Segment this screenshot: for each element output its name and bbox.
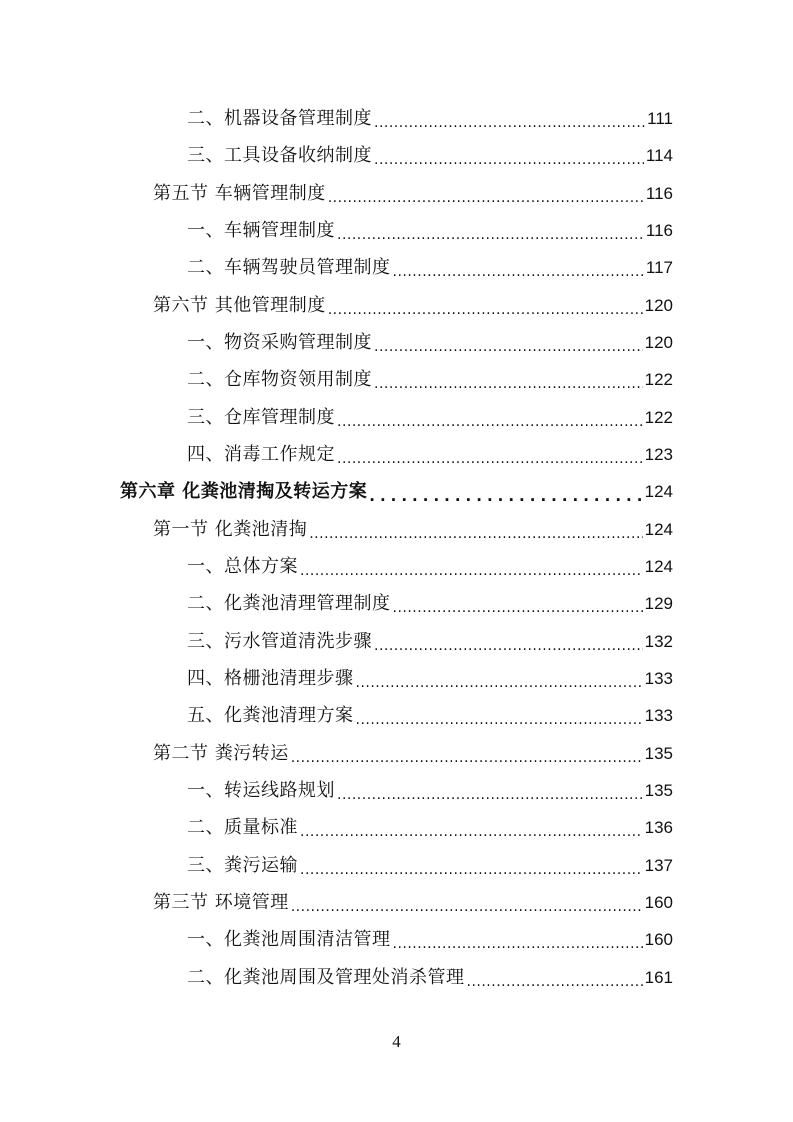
toc-entry-title: 一、车辆管理制度 [187,220,335,241]
toc-entry[interactable] [187,627,673,657]
toc-entry-title: 五、化粪池清理方案 [187,705,354,726]
dot-leader [374,336,643,358]
toc-entry-page: 133 [644,706,673,725]
toc-entry[interactable] [153,291,673,321]
dot-leader [300,560,643,582]
toc-entry[interactable] [153,179,673,209]
toc-entry-title: 二、车辆驾驶员管理制度 [187,257,391,278]
toc-entry-title: 三、仓库管理制度 [187,407,335,428]
dot-leader [374,112,645,134]
toc-entry[interactable] [187,813,673,843]
toc-entry-title: 第三节 环境管理 [153,892,289,913]
toc-entry[interactable] [187,925,673,955]
toc-entry[interactable] [187,776,673,806]
toc-entry-title: 四、格栅池清理步骤 [187,668,354,689]
toc-entry[interactable] [187,552,673,582]
toc-entry-page: 137 [644,856,673,875]
toc-entry-page: 123 [644,445,673,464]
dot-leader [337,448,643,470]
toc-entry[interactable] [187,963,673,993]
toc-entry-page: 116 [645,184,673,203]
toc-entry[interactable] [153,739,673,769]
toc-entry-title: 二、机器设备管理制度 [187,108,372,129]
toc-entry-page: 122 [644,408,673,427]
dot-leader [374,635,643,657]
toc-entry-title: 第二节 粪污转运 [153,743,289,764]
toc-entry[interactable] [187,403,673,433]
toc-entry-page: 136 [644,818,673,837]
page-number: 4 [392,1032,401,1051]
toc-entry[interactable] [187,664,673,694]
toc-entry-page: 160 [644,930,673,949]
toc-entry-title: 二、化粪池周围及管理处消杀管理 [187,967,465,988]
toc-entry[interactable] [187,328,673,358]
toc-entry-title: 第六节 其他管理制度 [153,295,326,316]
toc-entry[interactable] [187,365,673,395]
toc-entry-page: 111 [647,109,673,128]
toc-entry-page: 122 [644,370,673,389]
dot-leader [356,672,643,694]
toc-entry[interactable] [187,141,673,171]
toc-entry-page: 120 [644,296,673,315]
toc-entry-page: 116 [645,221,673,240]
dot-leader [291,896,643,918]
toc-entry[interactable] [153,515,673,545]
dot-leader [393,933,643,955]
toc-entry-title: 四、消毒工作规定 [187,444,335,465]
toc-entry-title: 一、物资采购管理制度 [187,332,372,353]
dot-leader [337,411,643,433]
toc-entry[interactable] [187,851,673,881]
toc-entry-title: 二、质量标准 [187,817,298,838]
dot-leader [393,597,643,619]
toc-entry-page: 135 [644,781,673,800]
dot-leader [369,485,642,507]
toc-entry-page: 161 [644,968,673,987]
toc-entry[interactable] [187,253,673,283]
toc-entry-page: 117 [645,258,673,277]
dot-leader [467,971,643,993]
toc-entry-page: 133 [644,669,673,688]
dot-leader [337,224,644,246]
dot-leader [328,187,644,209]
dot-leader [374,373,643,395]
toc-entry-page: 124 [644,557,673,576]
dot-leader [393,261,644,283]
toc-entry[interactable] [187,701,673,731]
toc-entry-page: 114 [645,146,673,165]
toc-entry-title: 一、总体方案 [187,556,298,577]
dot-leader [300,821,643,843]
dot-leader [300,859,643,881]
toc-entry-title: 第六章 化粪池清掏及转运方案 [120,481,368,502]
dot-leader [374,149,644,171]
toc-entry[interactable] [187,104,673,134]
toc-chapter-entry[interactable] [120,477,673,507]
toc-entry[interactable] [187,589,673,619]
toc-entry-page: 129 [644,594,673,613]
toc-entry-title: 二、仓库物资领用制度 [187,369,372,390]
toc-entry-title: 第五节 车辆管理制度 [153,183,326,204]
dot-leader [291,747,643,769]
toc-entry-page: 124 [644,482,673,501]
toc-entry-page: 132 [644,632,673,651]
toc-entry-title: 二、化粪池清理管理制度 [187,593,391,614]
toc-entry-title: 三、粪污运输 [187,855,298,876]
dot-leader [328,299,643,321]
toc-entry-title: 一、转运线路规划 [187,780,335,801]
toc-entry-page: 120 [644,333,673,352]
dot-leader [337,784,643,806]
dot-leader [356,709,643,731]
toc-entry-title: 一、化粪池周围清洁管理 [187,929,391,950]
toc-entry-page: 160 [644,893,673,912]
toc-entry[interactable] [187,440,673,470]
toc-entry-page: 124 [644,520,673,539]
toc-entry-title: 三、污水管道清洗步骤 [187,631,372,652]
toc-entry-title: 三、工具设备收纳制度 [187,145,372,166]
toc-entry-page: 135 [644,744,673,763]
dot-leader [309,523,642,545]
toc-entry[interactable] [187,216,673,246]
toc-entry-title: 第一节 化粪池清掏 [153,519,308,540]
toc-entry[interactable] [153,888,673,918]
